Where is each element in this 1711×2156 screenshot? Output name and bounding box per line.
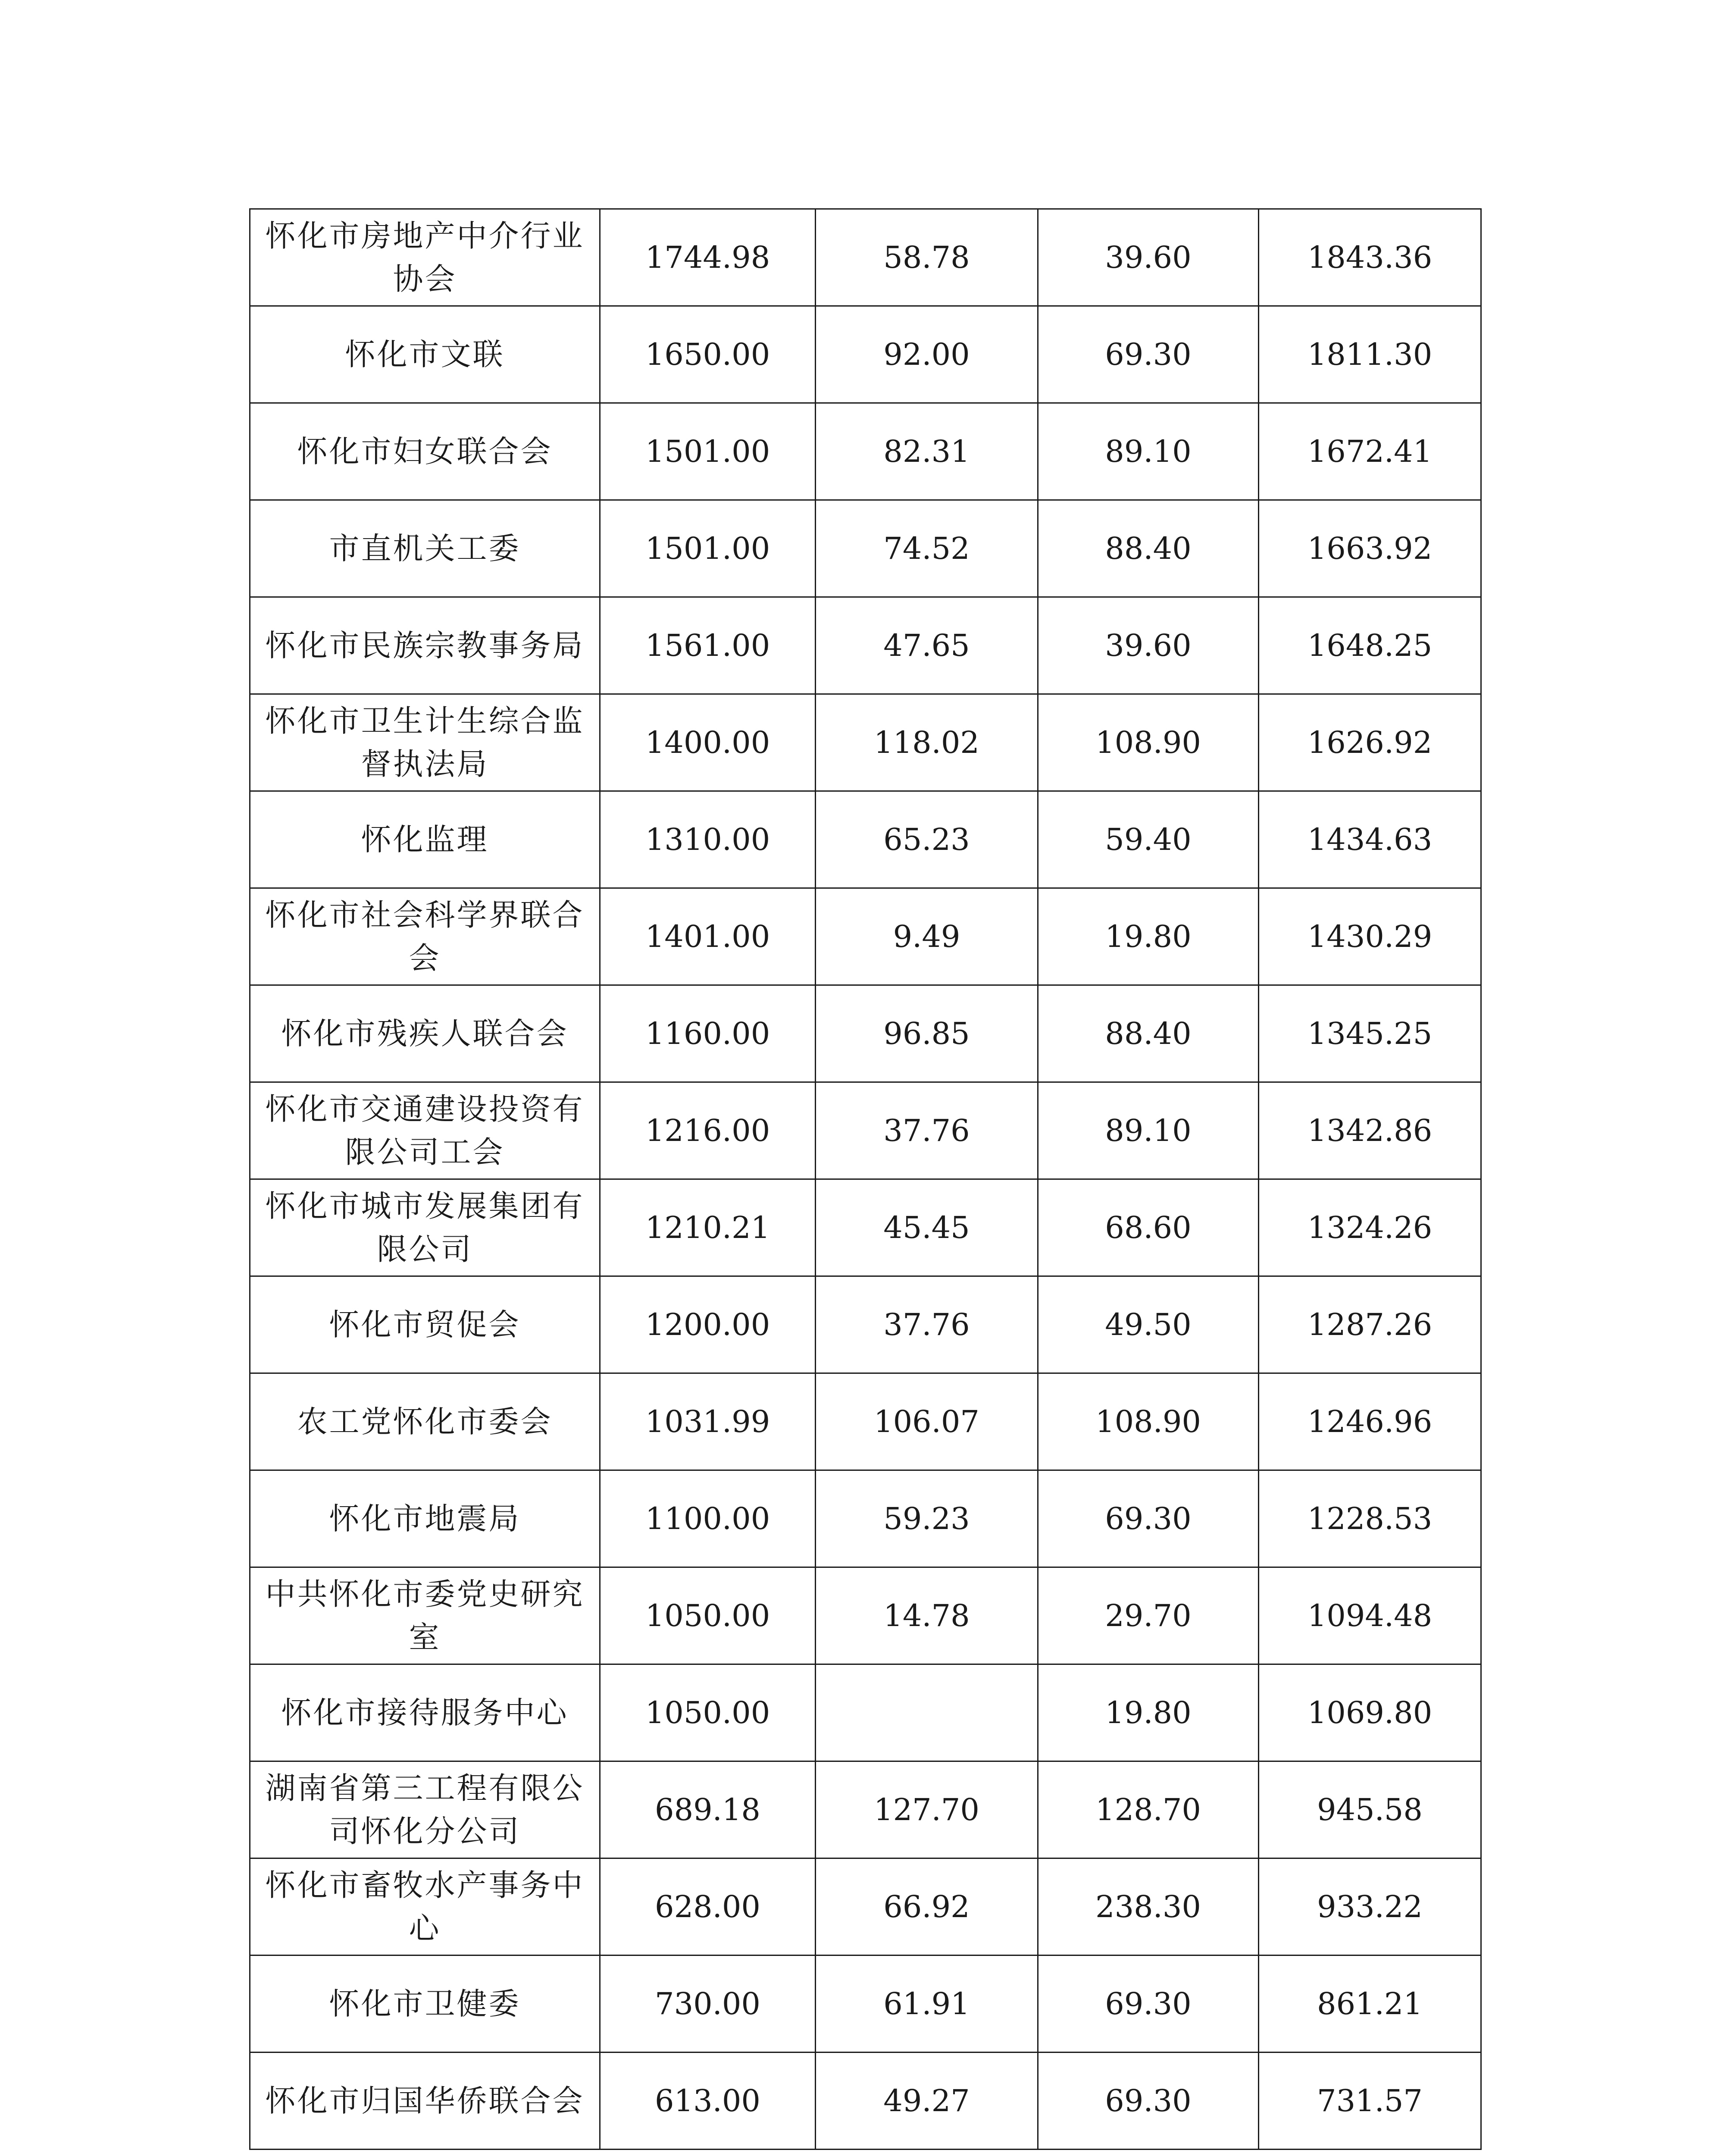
table-row (250, 1567, 1481, 1664)
total-cell: 1811.30 (1259, 306, 1481, 403)
amount-cell-2: 92.00 (816, 306, 1038, 403)
unit-name-cell: 农工党怀化市委会 (250, 1373, 600, 1470)
amount-cell-2: 37.76 (816, 1276, 1038, 1373)
table-row (250, 694, 1481, 791)
unit-name-cell: 湖南省第三工程有限公司怀化分公司 (250, 1761, 600, 1858)
amount-cell-1: 1050.00 (600, 1567, 816, 1664)
table-row (250, 1082, 1481, 1179)
total-cell: 933.22 (1259, 1858, 1481, 1955)
total-cell: 1663.92 (1259, 500, 1481, 597)
unit-name-cell: 怀化市交通建设投资有限公司工会 (250, 1082, 600, 1179)
amount-cell-1: 1561.00 (600, 597, 816, 694)
total-cell: 1434.63 (1259, 791, 1481, 888)
amount-cell-2: 61.91 (816, 1955, 1038, 2053)
amount-cell-1: 689.18 (600, 1761, 816, 1858)
table-row (250, 2053, 1481, 2150)
amount-cell-2: 59.23 (816, 1470, 1038, 1567)
amount-cell-3: 68.60 (1038, 1179, 1259, 1276)
amount-cell-1: 1650.00 (600, 306, 816, 403)
amount-cell-1: 1744.98 (600, 209, 816, 306)
unit-name-cell: 怀化市妇女联合会 (250, 403, 600, 500)
table-body (250, 209, 1481, 2150)
total-cell: 1342.86 (1259, 1082, 1481, 1179)
amount-cell-2 (816, 1664, 1038, 1761)
unit-name-cell: 怀化市卫健委 (250, 1955, 600, 2053)
amount-cell-2: 37.76 (816, 1082, 1038, 1179)
unit-name-cell: 中共怀化市委党史研究室 (250, 1567, 600, 1664)
total-cell: 731.57 (1259, 2053, 1481, 2150)
total-cell: 1345.25 (1259, 985, 1481, 1082)
amount-cell-3: 19.80 (1038, 888, 1259, 985)
unit-name-cell: 怀化监理 (250, 791, 600, 888)
table-row (250, 209, 1481, 306)
amount-cell-3: 69.30 (1038, 2053, 1259, 2150)
table-row (250, 985, 1481, 1082)
table-row (250, 1276, 1481, 1373)
total-cell: 861.21 (1259, 1955, 1481, 2053)
table-row (250, 1858, 1481, 1955)
amount-cell-1: 1210.21 (600, 1179, 816, 1276)
amount-cell-1: 1200.00 (600, 1276, 816, 1373)
table-row (250, 1373, 1481, 1470)
amount-cell-1: 1031.99 (600, 1373, 816, 1470)
unit-name-cell: 怀化市归国华侨联合会 (250, 2053, 600, 2150)
table-row (250, 403, 1481, 500)
amount-cell-3: 88.40 (1038, 500, 1259, 597)
amount-cell-2: 96.85 (816, 985, 1038, 1082)
amount-cell-2: 49.27 (816, 2053, 1038, 2150)
amount-cell-2: 47.65 (816, 597, 1038, 694)
unit-name-cell: 怀化市文联 (250, 306, 600, 403)
unit-name-cell: 怀化市房地产中介行业协会 (250, 209, 600, 306)
total-cell: 1094.48 (1259, 1567, 1481, 1664)
total-cell: 1672.41 (1259, 403, 1481, 500)
unit-name-cell: 怀化市社会科学界联合会 (250, 888, 600, 985)
total-cell: 1648.25 (1259, 597, 1481, 694)
amount-cell-3: 89.10 (1038, 1082, 1259, 1179)
amount-cell-1: 1100.00 (600, 1470, 816, 1567)
table-row (250, 500, 1481, 597)
amount-cell-3: 19.80 (1038, 1664, 1259, 1761)
amount-cell-3: 69.30 (1038, 306, 1259, 403)
amount-cell-1: 613.00 (600, 2053, 816, 2150)
table-row (250, 1470, 1481, 1567)
amount-cell-2: 65.23 (816, 791, 1038, 888)
amount-cell-1: 1501.00 (600, 403, 816, 500)
total-cell: 1287.26 (1259, 1276, 1481, 1373)
unit-name-cell: 怀化市民族宗教事务局 (250, 597, 600, 694)
unit-name-cell: 怀化市城市发展集团有限公司 (250, 1179, 600, 1276)
amount-cell-3: 88.40 (1038, 985, 1259, 1082)
amount-cell-2: 118.02 (816, 694, 1038, 791)
amount-cell-3: 39.60 (1038, 597, 1259, 694)
amount-cell-3: 59.40 (1038, 791, 1259, 888)
amount-cell-3: 29.70 (1038, 1567, 1259, 1664)
table-row (250, 791, 1481, 888)
amount-cell-2: 106.07 (816, 1373, 1038, 1470)
total-cell: 1430.29 (1259, 888, 1481, 985)
amount-cell-2: 66.92 (816, 1858, 1038, 1955)
amount-cell-1: 1401.00 (600, 888, 816, 985)
amount-cell-3: 238.30 (1038, 1858, 1259, 1955)
amount-cell-3: 108.90 (1038, 1373, 1259, 1470)
unit-name-cell: 怀化市残疾人联合会 (250, 985, 600, 1082)
total-cell: 1069.80 (1259, 1664, 1481, 1761)
amount-cell-3: 69.30 (1038, 1955, 1259, 2053)
table-row (250, 888, 1481, 985)
table-row (250, 1955, 1481, 2053)
table-row (250, 1179, 1481, 1276)
amount-cell-3: 49.50 (1038, 1276, 1259, 1373)
total-cell: 1324.26 (1259, 1179, 1481, 1276)
unit-name-cell: 怀化市接待服务中心 (250, 1664, 600, 1761)
amount-cell-2: 58.78 (816, 209, 1038, 306)
unit-name-cell: 市直机关工委 (250, 500, 600, 597)
amount-cell-3: 108.90 (1038, 694, 1259, 791)
table-row (250, 1664, 1481, 1761)
amount-cell-1: 1310.00 (600, 791, 816, 888)
table-row (250, 306, 1481, 403)
amount-cell-1: 1050.00 (600, 1664, 816, 1761)
amount-cell-2: 45.45 (816, 1179, 1038, 1276)
amount-cell-1: 628.00 (600, 1858, 816, 1955)
amount-cell-1: 1216.00 (600, 1082, 816, 1179)
table-row (250, 597, 1481, 694)
total-cell: 1843.36 (1259, 209, 1481, 306)
total-cell: 1626.92 (1259, 694, 1481, 791)
amount-cell-3: 39.60 (1038, 209, 1259, 306)
unit-name-cell: 怀化市地震局 (250, 1470, 600, 1567)
amount-cell-1: 1400.00 (600, 694, 816, 791)
amount-cell-2: 14.78 (816, 1567, 1038, 1664)
amount-cell-3: 128.70 (1038, 1761, 1259, 1858)
amount-cell-3: 69.30 (1038, 1470, 1259, 1567)
total-cell: 1246.96 (1259, 1373, 1481, 1470)
amount-cell-2: 82.31 (816, 403, 1038, 500)
amount-cell-2: 74.52 (816, 500, 1038, 597)
amount-cell-1: 730.00 (600, 1955, 816, 2053)
table-row (250, 1761, 1481, 1858)
total-cell: 945.58 (1259, 1761, 1481, 1858)
amount-cell-2: 9.49 (816, 888, 1038, 985)
amount-cell-1: 1501.00 (600, 500, 816, 597)
data-table (249, 208, 1482, 2150)
unit-name-cell: 怀化市卫生计生综合监督执法局 (250, 694, 600, 791)
amount-cell-2: 127.70 (816, 1761, 1038, 1858)
unit-name-cell: 怀化市畜牧水产事务中心 (250, 1858, 600, 1955)
amount-cell-3: 89.10 (1038, 403, 1259, 500)
total-cell: 1228.53 (1259, 1470, 1481, 1567)
amount-cell-1: 1160.00 (600, 985, 816, 1082)
unit-name-cell: 怀化市贸促会 (250, 1276, 600, 1373)
